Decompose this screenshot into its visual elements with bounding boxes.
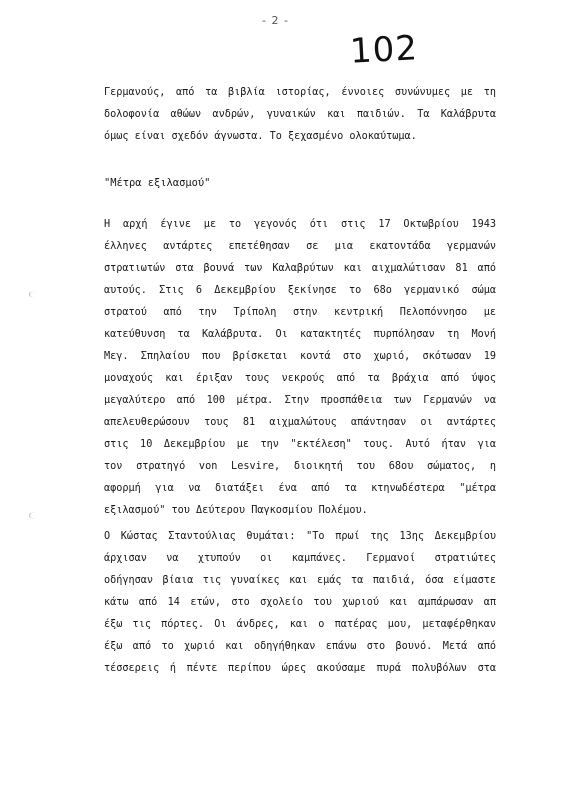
- punch-hole-mark: [29, 512, 42, 519]
- text-line: Ο Κώστας Σταντούλιας θυμάται: "Το πρωί της 13ης Δεκεμβρίου: [104, 531, 496, 542]
- text-line: εξιλασμού" του Δεύτερου Παγκοσμίου Πολέμου.: [104, 505, 368, 516]
- text-line: τον στρατηγό von Lesvire, διοικητή του 68ου σώματος, η: [104, 461, 496, 472]
- text-line: αυτούς. Στις 6 Δεκεμβρίου ξεκίνησε το 68ο γερμανικό σώμα: [104, 285, 496, 296]
- text-line: Μεγ. Σπηλαίου που βρίσκεται κοντά στο χωριό, σκότωσαν 19: [104, 351, 496, 362]
- text-line: αφορμή για να διατάξει ένα από τα κτηνωδέστερα "μέτρα: [104, 483, 496, 494]
- text-line: Γερμανούς, από τα βιβλία ιστορίας, έννοιες συνώνυμες με τη: [104, 87, 496, 98]
- handwritten-page-number: 102: [348, 28, 419, 72]
- text-line: δολοφονία αθώων ανδρών, γυναικών και παιδιών. Τα Καλάβρυτα: [104, 109, 496, 120]
- text-line: κάτω από 14 ετών, στο σχολείο του χωριού και αμπάρωσαν απ: [104, 597, 496, 608]
- text-line: όμως είναι σχεδόν άγνωστα. Το ξεχασμένο ολοκαύτωμα.: [104, 131, 417, 142]
- text-line: στρατού από την Τρίπολη στην κεντρική Πελοπόννησο με: [104, 307, 496, 318]
- page-number: - 2 -: [262, 14, 289, 27]
- text-line: οδήγησαν βίαια τις γυναίκες και εμάς τα παιδιά, όσα είμαστε: [104, 575, 496, 586]
- text-line: έξω τις πόρτες. Οι άνδρες, και ο πατέρας μου, μεταφέρθηκαν: [104, 619, 496, 630]
- text-line: τέσσερεις ή πέντε περίπου ώρες ακούσαμε πυρά πολυβόλων στα: [104, 663, 496, 674]
- text-line: απελευθερώσουν τους 81 αιχμαλώτους απάντησαν οι αντάρτες: [104, 417, 496, 428]
- text-line: στις 10 Δεκεμβρίου με την "εκτέλεση" τους. Αυτό ήταν για: [104, 439, 496, 450]
- text-line: κατεύθυνση τα Καλάβρυτα. Οι κατακτητές πυρπόλησαν τη Μονή: [104, 329, 496, 340]
- text-line: μοναχούς και έριξαν τους νεκρούς από τα βράχια από ύψος: [104, 373, 496, 384]
- text-line: στρατιωτών στα βουνά των Καλαβρύτων και αιχμαλώτισαν 81 από: [104, 263, 496, 274]
- text-line: άρχισαν να χτυπούν οι καμπάνες. Γερμανοί στρατιώτες: [104, 553, 496, 564]
- punch-hole-mark: [29, 291, 42, 298]
- section-heading: "Μέτρα εξιλασμού": [104, 177, 211, 189]
- text-line: έξω από το χωριό και οδηγήθηκαν επάνω στο βουνό. Μετά από: [104, 641, 496, 652]
- text-line: έλληνες αντάρτες επετέθησαν σε μια εκατοντάδα γερμανών: [104, 241, 496, 252]
- text-line: Η αρχή έγινε με το γεγονός ότι στις 17 Οκτωβρίου 1943: [104, 219, 496, 230]
- text-line: μεγαλύτερο από 100 μέτρα. Στην προσπάθεια των Γερμανών να: [104, 395, 496, 406]
